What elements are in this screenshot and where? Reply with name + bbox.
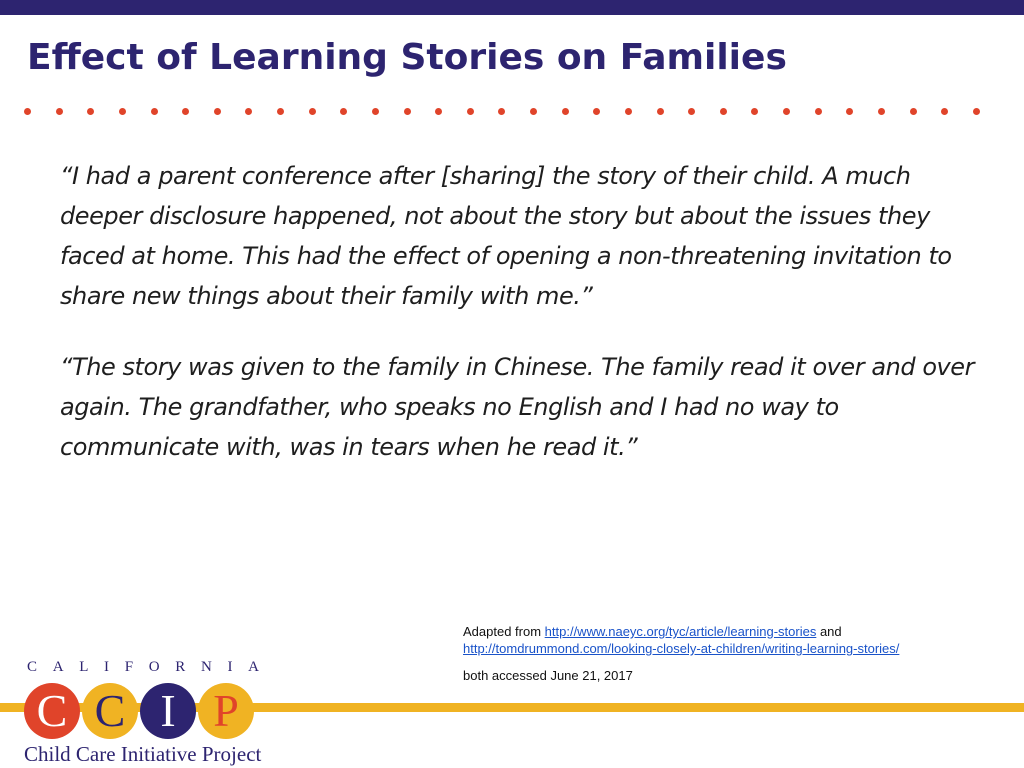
source-prefix: Adapted from [463,624,545,639]
wordmark-letter: A [52,659,64,675]
source-line-2 [463,640,1003,657]
logo-tagline: Child Care Initiative Project [24,742,262,766]
divider-dot [182,108,189,115]
divider-dot [87,108,94,115]
divider-dot [910,108,917,115]
source-line-1 [463,623,1003,640]
divider-dot [815,108,822,115]
divider-dot [404,108,411,115]
divider-dot [277,108,284,115]
quote-1: “I had a parent conference after [sharing] the story of their child. A much deeper disclosure happened, not about the story but about the issues they faced at home. This had the effect of opening a non-threatening invitation to share new things about their family with me.” [60,162,952,310]
source-accessed: both accessed June 21, 2017 [463,668,633,683]
logo-ccip-circles [24,683,264,743]
divider-dot [593,108,600,115]
source-gap [463,657,1003,667]
divider-dot [56,108,63,115]
wordmark-letter: L [79,659,89,675]
logo-circle-c-gold: C [82,683,138,739]
divider-dot [119,108,126,115]
wordmark-letter: I [227,659,233,675]
divider-dot [340,108,347,115]
logo-circle-i-navy: I [140,683,196,739]
divider-dot [657,108,664,115]
logo-circle-p-gold: P [198,683,254,739]
logo-circle-c-red: C [24,683,80,739]
wordmark-letter: R [175,659,186,675]
logo-california-wordmark [27,659,259,676]
divider-dot [24,108,31,115]
slide-title: Effect of Learning Stories on Families [27,37,787,78]
divider-dot [973,108,980,115]
divider-dot [498,108,505,115]
top-accent-bar [0,0,1024,15]
wordmark-letter: A [248,659,259,675]
divider-dot [562,108,569,115]
wordmark-letter: N [200,659,212,675]
naeyc-link[interactable]: http://www.naeyc.org/tyc/article/learning-stories [544,624,817,639]
tomdrummond-link[interactable]: http://tomdrummond.com/looking-closely-at-children/writing-learning-stories/ [463,641,900,656]
quote-2: “The story was given to the family in Chinese. The family read it over and over again. The grandfather, who speaks no English and I had no way to communicate with, was in tears when he read it.” [60,353,975,461]
divider-dot [530,108,537,115]
divider-dot [467,108,474,115]
divider-dot [720,108,727,115]
wordmark-letter: I [104,659,110,675]
wordmark-letter: O [148,659,160,675]
divider-dot [309,108,316,115]
wordmark-letter: F [124,659,134,675]
dotted-divider [24,104,980,118]
divider-dot [688,108,695,115]
divider-dot [751,108,758,115]
divider-dot [625,108,632,115]
divider-dot [245,108,252,115]
source-citation [463,623,1003,684]
divider-dot [435,108,442,115]
wordmark-letter: C [27,659,38,675]
divider-dot [783,108,790,115]
divider-dot [214,108,221,115]
divider-dot [941,108,948,115]
divider-dot [372,108,379,115]
divider-dot [878,108,885,115]
divider-dot [846,108,853,115]
source-connector: and [816,624,842,639]
divider-dot [151,108,158,115]
